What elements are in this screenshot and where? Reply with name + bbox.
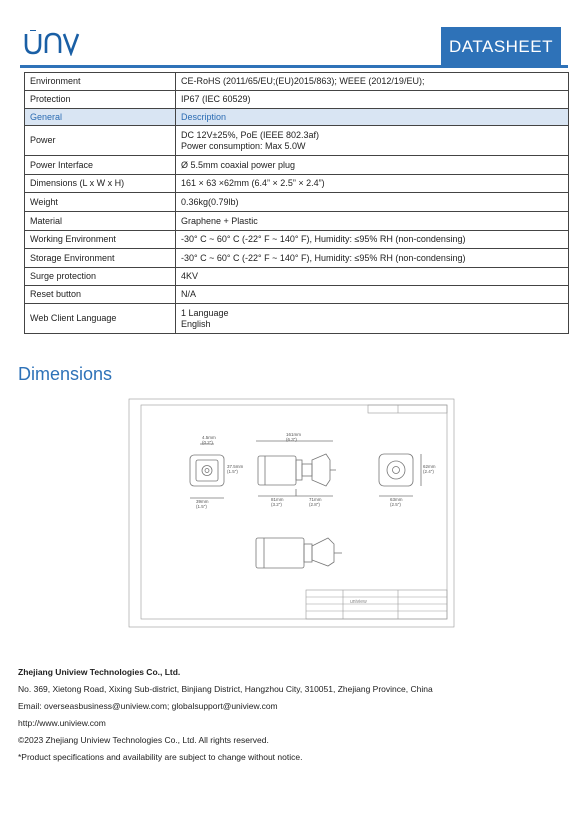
dimensions-title: Dimensions <box>18 364 113 384</box>
spec-value: -30° C ~ 60° C (-22° F ~ 140° F), Humidity: ≤95% RH (non-condensing) <box>176 249 569 268</box>
spec-key: Weight <box>25 193 176 212</box>
spec-row <box>25 91 569 109</box>
dim-label: (1.5") <box>196 504 207 509</box>
spec-row <box>25 156 569 175</box>
spec-value: N/A <box>176 286 569 304</box>
dim-label: (6.3") <box>286 437 297 442</box>
spec-value: -30° C ~ 60° C (-22° F ~ 140° F), Humidity: ≤95% RH (non-condensing) <box>176 231 569 249</box>
unv-logo <box>24 30 80 63</box>
dim-label: (3.2") <box>271 502 282 507</box>
dim-label: (2.8") <box>309 502 320 507</box>
spec-row <box>25 126 569 156</box>
spec-row <box>25 304 569 334</box>
spec-key: Environment <box>25 73 176 91</box>
footer-company: Zhejiang Uniview Technologies Co., Ltd. <box>18 667 181 677</box>
footer-address: No. 369, Xietong Road, Xixing Sub-district, Binjiang District, Hangzhou City, 310051, Zhejiang Province, China <box>18 684 433 694</box>
front-view <box>190 444 224 498</box>
footer-url[interactable]: http://www.uniview.com <box>18 718 106 728</box>
spec-key: Storage Environment <box>25 249 176 268</box>
spec-value <box>176 126 569 156</box>
side-view <box>256 441 336 496</box>
lower-view <box>256 538 342 568</box>
footer-email: Email: overseasbusiness@uniview.com; globalsupport@uniview.com <box>18 701 278 711</box>
dim-label: (2.5") <box>390 502 401 507</box>
spec-value: 161 × 63 ×62mm (6.4” × 2.5” × 2.4”) <box>176 175 569 193</box>
spec-row <box>25 231 569 249</box>
spec-value <box>176 304 569 334</box>
rear-view <box>379 454 421 496</box>
spec-row <box>25 175 569 193</box>
spec-value: Graphene + Plastic <box>176 212 569 231</box>
spec-key: Power <box>25 126 176 156</box>
spec-key: Working Environment <box>25 231 176 249</box>
spec-key: Power Interface <box>25 156 176 175</box>
spec-value: CE-RoHS (2011/65/EU;(EU)2015/863); WEEE (2012/19/EU); <box>176 73 569 91</box>
spec-row <box>25 73 569 91</box>
dim-label: 4.5mm <box>202 435 216 440</box>
spec-key: Surge protection <box>25 268 176 286</box>
dim-label: 161mm <box>286 432 302 437</box>
dim-label: 63mm <box>390 497 403 502</box>
spec-value: IP67 (IEC 60529) <box>176 91 569 109</box>
spec-row <box>25 286 569 304</box>
header-divider <box>20 65 568 68</box>
spec-key: Material <box>25 212 176 231</box>
dim-label: (1.5") <box>227 469 238 474</box>
spec-row <box>25 193 569 212</box>
footer-notice: *Product specifications and availability are subject to change without notice. <box>18 752 303 762</box>
dim-label: 81mm <box>271 497 284 502</box>
spec-value: Description <box>176 109 569 126</box>
spec-value: Ø 5.5mm coaxial power plug <box>176 156 569 175</box>
footer-copyright: ©2023 Zhejiang Uniview Technologies Co., Ltd. All rights reserved. <box>18 735 269 745</box>
spec-key: Reset button <box>25 286 176 304</box>
footer <box>18 666 433 768</box>
revision-block <box>368 405 447 413</box>
spec-value-line: English <box>181 318 211 329</box>
dim-label: 39mm <box>196 499 209 504</box>
dimensions-drawing <box>128 398 455 628</box>
spec-row <box>25 249 569 268</box>
spec-table <box>24 72 569 334</box>
dim-label: 37.5mm <box>227 464 244 469</box>
spec-value-line: 1 Language <box>181 307 229 318</box>
dim-label: (2.4") <box>423 469 434 474</box>
dim-label: (0.2") <box>202 440 213 445</box>
spec-row <box>25 268 569 286</box>
spec-value-line: DC 12V±25%, PoE (IEEE 802.3af) <box>181 129 320 140</box>
spec-value: 0.36kg(0.79lb) <box>176 193 569 212</box>
spec-key: Dimensions (L x W x H) <box>25 175 176 193</box>
datasheet-badge: DATASHEET <box>441 27 561 67</box>
title-block <box>306 590 447 619</box>
dim-label: 62mm <box>423 464 436 469</box>
page-header <box>0 0 588 70</box>
spec-value: 4KV <box>176 268 569 286</box>
dim-label: 71mm <box>309 497 322 502</box>
spec-key: Protection <box>25 91 176 109</box>
unv-logo-mark <box>24 30 80 56</box>
spec-value-line: Power consumption: Max 5.0W <box>181 140 306 151</box>
tb-brand: uniview <box>350 599 367 605</box>
spec-section-header <box>25 109 569 126</box>
spec-row <box>25 212 569 231</box>
spec-key: Web Client Language <box>25 304 176 334</box>
spec-key: General <box>25 109 176 126</box>
